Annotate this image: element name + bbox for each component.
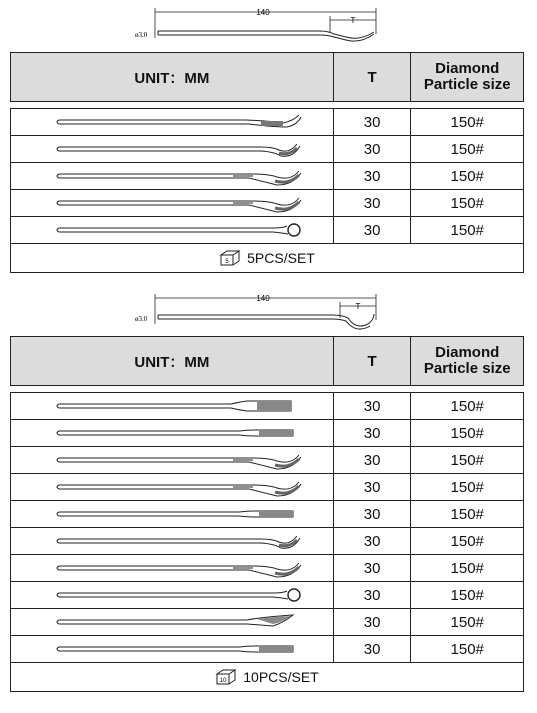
table-row <box>11 501 523 528</box>
size-cell: 150# <box>450 424 484 442</box>
length-label: 140 <box>256 8 270 17</box>
table-row <box>11 528 523 555</box>
box-icon <box>219 250 241 266</box>
file-tool-icon <box>11 636 335 663</box>
file-tool-icon <box>11 217 335 244</box>
tool-cell <box>11 474 334 500</box>
set-1 <box>10 0 524 272</box>
set-footer <box>11 244 523 272</box>
table-row <box>11 555 523 582</box>
size-cell: 150# <box>450 478 484 496</box>
diameter-label: ø3.0 <box>135 31 148 39</box>
product-table-2 <box>10 392 524 692</box>
t-cell: 30 <box>334 136 412 162</box>
table-row <box>11 447 523 474</box>
file-tool-icon <box>11 163 335 190</box>
size-cell: 150# <box>450 140 484 158</box>
t-cell: 30 <box>334 420 412 446</box>
t-cell: 30 <box>334 474 412 500</box>
t-header: T <box>334 337 412 385</box>
svg-text:10: 10 <box>219 678 227 684</box>
size-cell: 150# <box>450 613 484 631</box>
tool-cell <box>11 528 334 554</box>
set-footer <box>11 663 523 691</box>
length-label: 140 <box>256 294 270 303</box>
table-row <box>11 217 523 244</box>
diameter-label: ø3.0 <box>135 315 148 323</box>
unit-header: UNIT：MM <box>11 337 334 385</box>
size-cell: 150# <box>450 586 484 604</box>
size-cell: 150# <box>450 221 484 239</box>
size-cell: 150# <box>450 397 484 415</box>
table-header-1 <box>10 52 524 102</box>
t-cell: 30 <box>334 636 412 662</box>
size-cell: 150# <box>450 194 484 212</box>
dimension-diagram-1 <box>120 4 480 48</box>
t-header: T <box>334 53 412 101</box>
t-cell: 30 <box>334 447 412 473</box>
table-header-2 <box>10 336 524 386</box>
box-icon <box>215 669 237 685</box>
t-cell: 30 <box>334 190 412 216</box>
tool-cell <box>11 420 334 446</box>
unit-header: UNIT：MM <box>11 53 334 101</box>
tool-cell <box>11 163 334 189</box>
size-cell: 150# <box>450 451 484 469</box>
file-tool-icon <box>11 190 335 217</box>
size-cell: 150# <box>450 532 484 550</box>
table-row <box>11 190 523 217</box>
tool-cell <box>11 217 334 243</box>
t-cell: 30 <box>334 393 412 419</box>
file-tool-icon <box>11 474 335 501</box>
tool-cell <box>11 501 334 527</box>
size-cell: 150# <box>450 640 484 658</box>
tool-cell <box>11 136 334 162</box>
table-row <box>11 582 523 609</box>
t-cell: 30 <box>334 163 412 189</box>
tool-cell <box>11 609 334 635</box>
set-count-label: 5PCS/SET <box>247 250 315 266</box>
t-cell: 30 <box>334 501 412 527</box>
table-row <box>11 609 523 636</box>
t-label: T <box>350 16 356 25</box>
tool-cell <box>11 190 334 216</box>
file-tool-icon <box>11 501 335 528</box>
tool-cell <box>11 393 334 419</box>
file-tool-icon <box>11 447 335 474</box>
t-cell: 30 <box>334 109 412 135</box>
file-tool-icon <box>11 109 335 136</box>
diamond-header: Diamond Particle size <box>423 344 511 377</box>
table-row <box>11 163 523 190</box>
file-tool-icon <box>11 528 335 555</box>
size-cell: 150# <box>450 113 484 131</box>
t-cell: 30 <box>334 555 412 581</box>
svg-text:5: 5 <box>225 259 229 265</box>
table-row <box>11 474 523 501</box>
t-label: T <box>355 302 361 311</box>
tool-cell <box>11 636 334 662</box>
t-cell: 30 <box>334 582 412 608</box>
table-row <box>11 136 523 163</box>
file-tool-icon <box>11 136 335 163</box>
file-tool-icon <box>11 393 335 420</box>
file-tool-icon <box>11 420 335 447</box>
table-row <box>11 420 523 447</box>
tool-cell <box>11 555 334 581</box>
t-cell: 30 <box>334 609 412 635</box>
size-cell: 150# <box>450 559 484 577</box>
table-row <box>11 393 523 420</box>
t-cell: 30 <box>334 528 412 554</box>
table-row <box>11 109 523 136</box>
tool-cell <box>11 109 334 135</box>
tool-cell <box>11 582 334 608</box>
product-table-1 <box>10 108 524 273</box>
file-tool-icon <box>11 555 335 582</box>
file-tool-icon <box>11 609 335 636</box>
file-tool-icon <box>11 582 335 609</box>
set-count-label: 10PCS/SET <box>243 669 319 685</box>
dimension-diagram-2 <box>120 290 480 334</box>
size-cell: 150# <box>450 167 484 185</box>
table-row <box>11 636 523 663</box>
size-cell: 150# <box>450 505 484 523</box>
t-cell: 30 <box>334 217 412 243</box>
tool-cell <box>11 447 334 473</box>
set-2 <box>10 288 524 693</box>
diamond-header: Diamond Particle size <box>423 60 511 93</box>
